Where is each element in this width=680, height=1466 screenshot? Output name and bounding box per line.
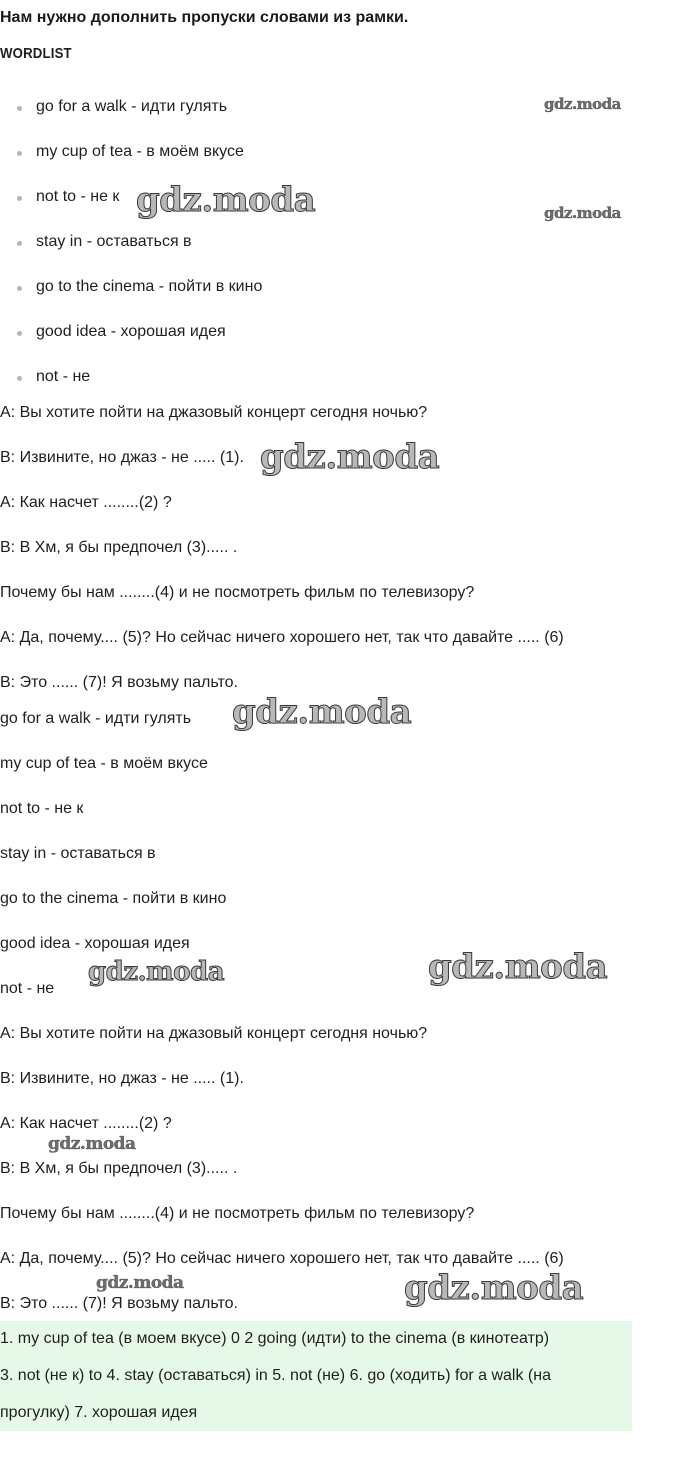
list-item: go to the cinema - пойти в кино [0, 890, 227, 907]
answer-line: прогулку) 7. хорошая идея [0, 1404, 198, 1421]
watermark: gdz.moda [96, 1273, 184, 1293]
watermark: gdz.moda [544, 95, 621, 113]
bullet-icon [17, 286, 22, 291]
bullet-icon [17, 151, 22, 156]
dialogue-line: A: Вы хотите пойти на джазовый концерт сегодня ночью? [0, 1025, 428, 1042]
dialogue-line: B: В Хм, я бы предпочел (3)..... . [0, 539, 238, 556]
heading: Нам нужно дополнить пропуски словами из рамки. [0, 9, 409, 26]
watermark: gdz.moda [88, 957, 225, 987]
dialogue-line: B: Это ...... (7)! Я возьму пальто. [0, 1295, 238, 1312]
list-item: go to the cinema - пойти в кино [36, 278, 263, 295]
dialogue-line: A: Как насчет ........(2) ? [0, 494, 172, 511]
dialogue-line: B: Извините, но джаз - не ..... (1). [0, 1070, 244, 1087]
answer-line: 1. my cup of tea (в моем вкусе) 0 2 going (идти) to the cinema (в кинотеатр) [0, 1330, 550, 1347]
dialogue-line: A: Да, почему.... (5)? Но сейчас ничего хорошего нет, так что давайте ..... (6) [0, 1250, 564, 1267]
watermark: gdz.moda [544, 204, 621, 222]
dialogue-line: B: В Хм, я бы предпочел (3)..... . [0, 1160, 238, 1177]
dialogue-line: Почему бы нам ........(4) и не посмотреть фильм по телевизору? [0, 584, 475, 601]
watermark: gdz.moda [232, 692, 412, 732]
list-item: stay in - оставаться в [36, 233, 192, 250]
watermark: gdz.moda [136, 180, 316, 220]
watermark: gdz.moda [428, 947, 608, 987]
list-item: stay in - оставаться в [0, 845, 156, 862]
dialogue-line: B: Извините, но джаз - не ..... (1). [0, 449, 244, 466]
list-item: not to - не к [36, 188, 120, 205]
dialogue-line: A: Да, почему.... (5)? Но сейчас ничего хорошего нет, так что давайте ..... (6) [0, 629, 564, 646]
watermark: gdz.moda [260, 437, 440, 477]
list-item: good idea - хорошая идея [0, 935, 190, 952]
dialogue-line: A: Вы хотите пойти на джазовый концерт сегодня ночью? [0, 404, 428, 421]
bullet-icon [17, 376, 22, 381]
bullet-icon [17, 241, 22, 246]
list-item: not - не [36, 368, 91, 385]
list-item: my cup of tea - в моём вкусе [0, 755, 208, 772]
list-item: go for a walk - идти гулять [0, 710, 192, 727]
bullet-icon [17, 196, 22, 201]
dialogue-line: B: Это ...... (7)! Я возьму пальто. [0, 674, 238, 691]
watermark: gdz.moda [404, 1268, 584, 1308]
bullet-icon [17, 106, 22, 111]
wordlist-title: WORDLIST [0, 45, 72, 62]
list-item: good idea - хорошая идея [36, 323, 226, 340]
list-item: not - не [0, 980, 55, 997]
list-item: my cup of tea - в моём вкусе [36, 143, 244, 160]
dialogue-line: Почему бы нам ........(4) и не посмотреть фильм по телевизору? [0, 1205, 475, 1222]
watermark: gdz.moda [48, 1134, 136, 1154]
list-item: not to - не к [0, 800, 84, 817]
list-item: go for a walk - идти гулять [36, 98, 228, 115]
answer-line: 3. not (не к) to 4. stay (оставаться) in 5. not (не) 6. go (ходить) for a walk (на [0, 1367, 551, 1384]
dialogue-line: A: Как насчет ........(2) ? [0, 1115, 172, 1132]
bullet-icon [17, 331, 22, 336]
